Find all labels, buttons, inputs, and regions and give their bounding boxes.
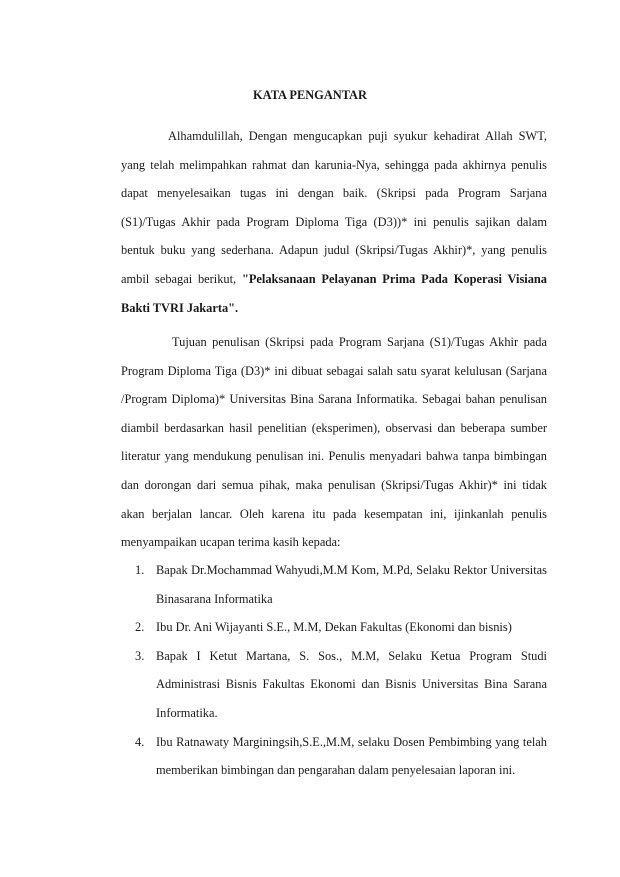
- report-title: "Pelaksanaan Pelayanan Prima Pada Koperasi Visiana Bakti TVRI Jakarta".: [121, 271, 548, 315]
- paragraph-purpose: Tujuan penulisan (Skripsi pada Program Sarjana (S1)/Tugas Akhir pada Program Diploma Tiga (D3)* ini dibuat sebagai salah satu syarat kelulusan (Sarjana /Program Diploma)* Universitas Bina Sarana Informatika. Sebagai bahan penulisan diambil berdasarkan hasil penelitian (eksperimen), observasi dan beberapa sumber literatur yang mendukung penulisan ini. Penulis menyadari bahwa tanpa bimbingan dan dorongan dari semua pihak, maka penulisan (Skripsi/Tugas Akhir)* ini tidak akan berjalan lancar. Oleh karena itu pada kesempatan ini, ijinkanlah penulis menyampaikan ucapan terima kasih kepada:: [121, 335, 547, 550]
- list-item: [121, 613, 547, 642]
- list-item: [121, 556, 547, 613]
- paragraph-opening: [121, 122, 547, 322]
- list-text: Bapak Dr.Mochammad Wahyudi,M.M Kom, M.Pd, Selaku Rektor Universitas Binasarana Informatika: [156, 563, 547, 606]
- list-text: Ibu Ratnawaty Marginingsih,S.E.,M.M, selaku Dosen Pembimbing yang telah memberikan bimbingan dan pengarahan dalam penyelesaian laporan ini.: [156, 734, 547, 778]
- list-item: [121, 642, 547, 728]
- list-number: 2.: [135, 620, 145, 635]
- list-number: 3.: [135, 648, 145, 663]
- paragraph-opening-text: Alhamdulillah, Dengan mengucapkan puji syukur kehadirat Allah SWT, yang telah melimpahkan rahmat dan karunia-Nya, sehingga pada akhirnya penulis dapat menyelesaikan tugas ini dengan baik. (Skripsi pada Program Sarjana (S1)/Tugas Akhir pada Program Diploma Tiga (D3))* ini penulis sajikan dalam bentuk buku yang sederhana. Adapun judul (Skripsi/Tugas Akhir)*, yang penulis ambil sebagai berikut,: [121, 129, 547, 286]
- list-number: 4.: [135, 734, 145, 749]
- page-title: KATA PENGANTAR: [253, 88, 367, 102]
- list-item: [121, 728, 547, 785]
- list-text: Bapak I Ketut Martana, S. Sos., M.M, Selaku Ketua Program Studi Administrasi Bisnis Fakultas Ekonomi dan Bisnis Universitas Bina Sarana Informatika.: [156, 648, 547, 720]
- list-text: Ibu Dr. Ani Wijayanti S.E., M.M, Dekan Fakultas (Ekonomi dan bisnis): [156, 620, 512, 635]
- acknowledgement-list: [121, 556, 547, 785]
- list-number: 1.: [135, 563, 145, 577]
